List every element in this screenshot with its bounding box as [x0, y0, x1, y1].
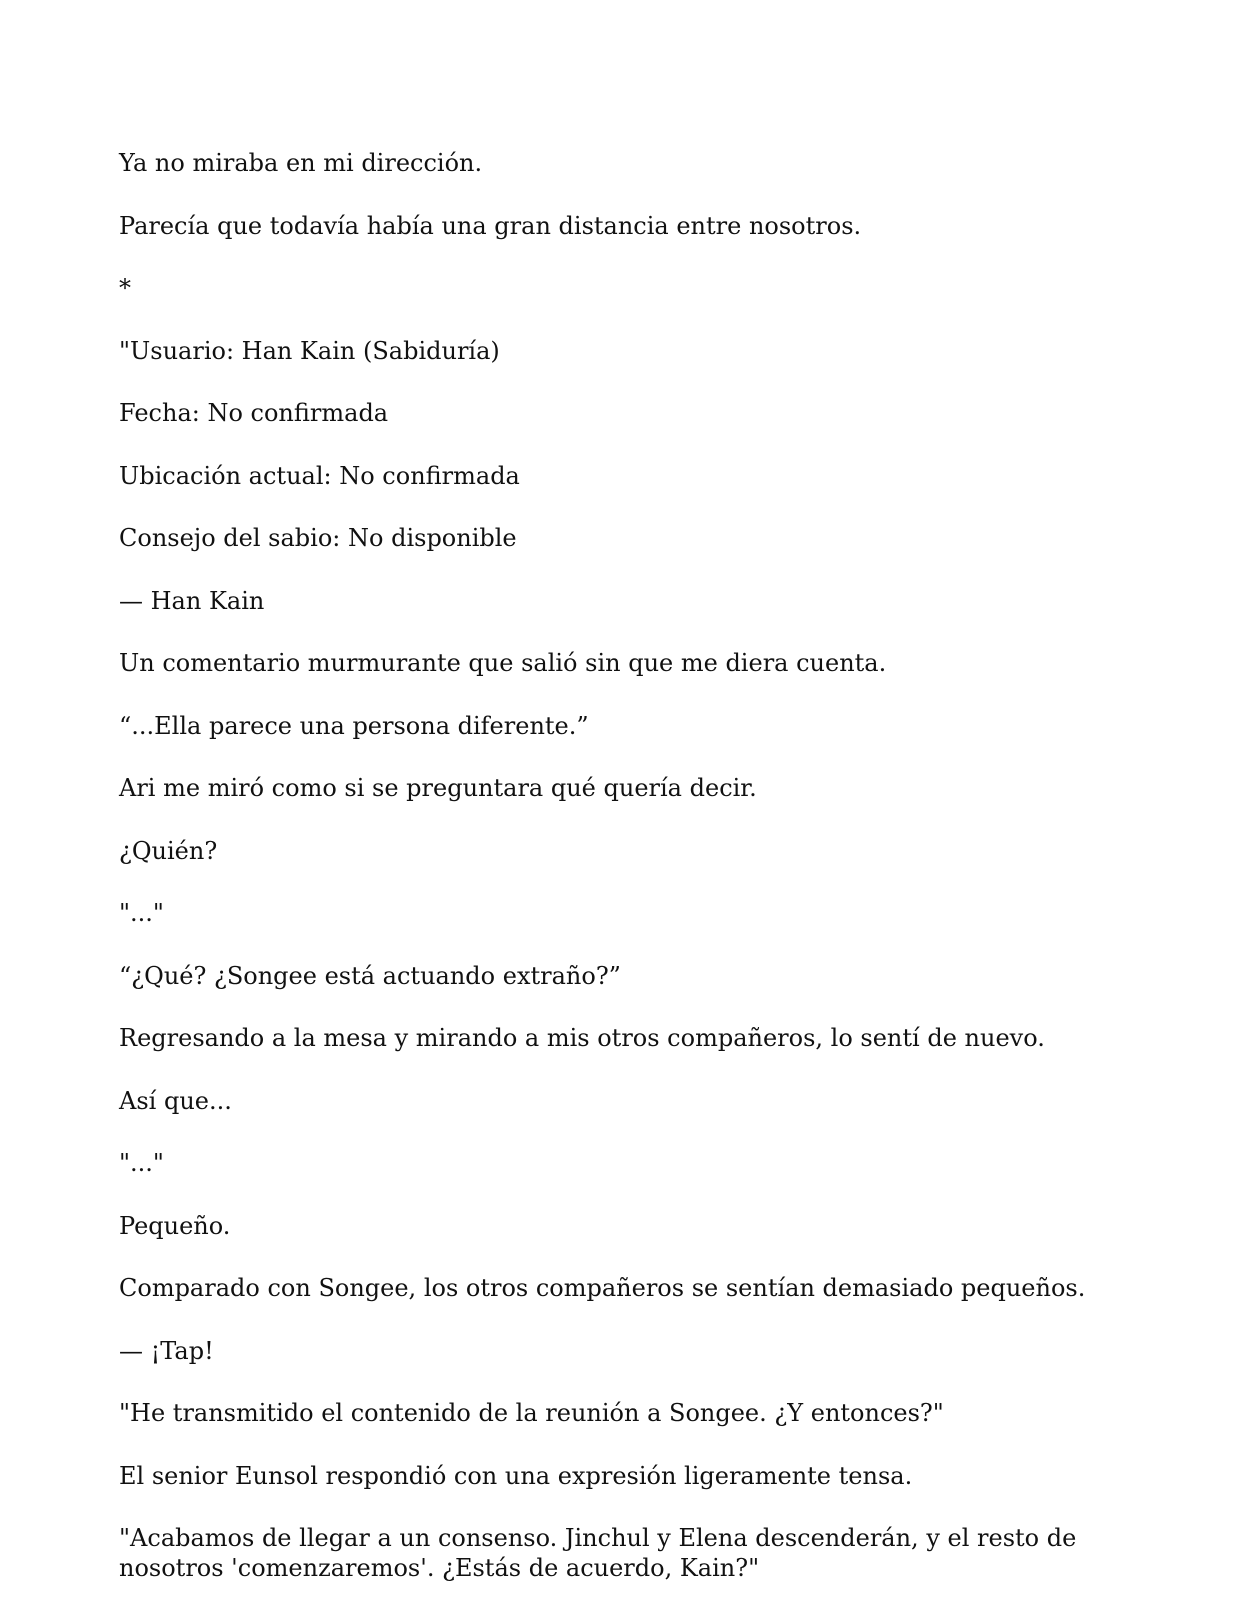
paragraph: "He transmitido el contenido de la reunión a Songee. ¿Y entonces?" — [119, 1399, 944, 1427]
paragraph: Ya no miraba en mi dirección. — [119, 149, 483, 177]
paragraph: Ubicación actual: No confirmada — [119, 461, 520, 490]
paragraph: Un comentario murmurante que salió sin que me diera cuenta. — [119, 649, 887, 677]
paragraph: "Acabamos de llegar a un consenso. Jinchul y Elena descenderán, y el resto de nosotros 'comenzaremos'. ¿Estás de acuerdo, Kain?" — [119, 1524, 1077, 1582]
paragraph: “¿Qué? ¿Songee está actuando extraño?” — [119, 961, 621, 990]
paragraph: Comparado con Songee, los otros compañeros se sentían demasiado pequeños. — [119, 1274, 1086, 1302]
document-body — [119, 148, 1129, 1583]
paragraph: Ari me miró como si se preguntara qué quería decir. — [119, 774, 757, 802]
paragraph: Así que... — [119, 1086, 232, 1115]
paragraph: Consejo del sabio: No disponible — [119, 524, 517, 552]
paragraph: — Han Kain — [119, 586, 265, 615]
paragraph: ¿Quién? — [119, 836, 218, 865]
paragraph: Parecía que todavía había una gran distancia entre nosotros. — [119, 211, 862, 240]
paragraph: * — [119, 274, 131, 302]
paragraph: "..." — [119, 899, 164, 927]
paragraph: "Usuario: Han Kain (Sabiduría) — [119, 336, 500, 365]
paragraph: "..." — [119, 1149, 164, 1177]
paragraph: El senior Eunsol respondió con una expresión ligeramente tensa. — [119, 1461, 913, 1490]
paragraph: Pequeño. — [119, 1211, 231, 1240]
paragraph: — ¡Tap! — [119, 1336, 214, 1365]
paragraph: Regresando a la mesa y mirando a mis otros compañeros, lo sentí de nuevo. — [119, 1024, 1045, 1052]
paragraph: Fecha: No confirmada — [119, 399, 389, 427]
paragraph: “...Ella parece una persona diferente.” — [119, 711, 589, 740]
